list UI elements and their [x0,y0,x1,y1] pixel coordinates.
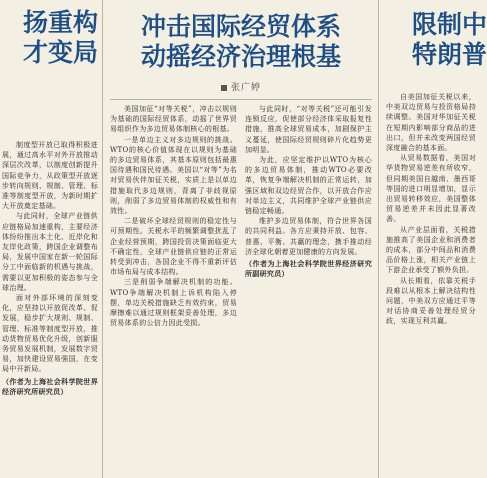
main-article-body [106,104,376,328]
paragraph: 维护多边贸易体制，符合世界各国的共同利益。各方应秉持开放、包容、普惠、平衡、共赢的理念，携手推动经济全球化朝着更加健康的方向发展。 [245,217,372,256]
paragraph: 自美国加征关税以来，中美双边贸易与投资格局持续调整。美国对华加征关税在短期内影响部分商品的进出口，但并未改变两国经贸深度融合的基本面。 [386,93,476,153]
paragraph: 三是削弱争端解决机制的功能。WTO争端解决机制上诉机构陷入停摆，单边关税措施缺乏有效约束，贸易摩擦难以通过规则框架妥善处理，多边贸易体系的公信力因此受损。 [110,278,237,328]
headline-line: 冲击国际经贸体系 [140,12,341,41]
headline-line: 限制中 [412,10,487,39]
author-name: 张广婷 [230,83,261,93]
text-column [110,104,237,328]
byline [106,80,376,93]
paragraph: 与此同时，“对等关税”还可能引发连锁反应，促使部分经济体采取报复性措施，推高全球贸易成本，加剧保护主义蔓延，使国际经贸规则碎片化趋势更加明显。 [245,105,372,154]
column-divider [102,0,103,478]
headline-line: 动摇经济治理根基 [140,42,341,71]
paragraph: 为此，应坚定维护以WTO为核心的多边贸易体制，推动WTO必要改革，恢复争端解决机制的正常运转，加强区域和双边经贸合作，以开放合作应对单边主义，共同维护全球产业链供应链稳定畅通。 [245,156,372,216]
right-article-headline [412,10,487,70]
paragraph: 与此同时，全球产业链供应链格局加速重构，主要经济体纷纷推出本土化、近岸化和友岸化政策，跨国企业调整布局，发展中国家在新一轮国际分工中面临新的机遇与挑战，需要以更加积极的姿态参与全球治理。 [2,212,98,292]
byline-square-icon [221,85,227,91]
author-note: （作者为上海社会科学院世界经济研究所副研究员） [245,259,372,279]
main-article [106,0,376,478]
column-divider [378,0,379,478]
paragraph: 美国加征“对等关税”，冲击以规则为基础的国际经贸体系，动摇了世界贸易组织作为多边贸易体制核心的根基。 [110,105,237,134]
author-note: （作者为上海社会科学院世界经济研究所研究员） [2,376,98,396]
paragraph: 一是单边主义对多边规则的挑战。WTO的核心价值体现在以规则为基础的多边贸易体系，其基本原则包括最惠国待遇和国民待遇。美国以“对等”为名对贸易伙伴加征关税，实质上是以单边措施取代多边规则，背离了非歧视原则，削弱了多边贸易体制的权威性和有效性。 [110,135,237,216]
right-article-body [386,92,476,327]
right-article [382,0,487,478]
left-article [0,0,100,478]
paragraph: 从贸易数据看，美国对华货物贸易逆差有所收窄，但同期美国自越南、墨西哥等国的进口明显增加，显示出贸易转移效应，美国整体贸易逆差并未因此显著改善。 [386,154,476,224]
main-article-headline [106,12,376,72]
headline-line: 才变局 [22,38,98,67]
headline-line: 特朗普 [412,40,487,69]
text-column [245,104,372,328]
paragraph: 从产业层面看，关税措施推高了美国企业和消费者的成本，部分中间品和消费品价格上涨，相关产业链上下游企业承受了额外负担。 [386,225,476,275]
headline-line: 扬重构 [22,8,98,37]
divider [110,99,372,100]
paragraph: 从长期看，依靠关税手段难以从根本上解决结构性问题，中美双方应通过平等对话协商妥善处理经贸分歧，实现互利共赢。 [386,276,476,326]
paragraph: 面对外部环境的深刻变化，应坚持以开放促改革、促发展，稳步扩大规则、规制、管理、标准等制度型开放，推动货物贸易优化升级，创新服务贸易发展机制，发展数字贸易，加快建设贸易强国，在变局中开新局。 [2,294,98,374]
paragraph: 制度型开放已取得积极进展，通过高水平对外开放推动深层次改革，以制度创新提升国际竞争力，从政策型开放逐步转向规则、规制、管理、标准等制度型开放，为新时期扩大开放奠定基础。 [2,141,98,211]
left-article-body [2,140,98,397]
left-article-headline [0,8,98,68]
paragraph: 二是破坏全球经贸规则的稳定性与可预期性。关税水平的频繁调整扰乱了企业经营预期，跨国投资决策面临更大不确定性，全球产业链供应链的正常运转受到冲击，各国企业不得不重新评估市场布局与成本结构。 [110,217,237,277]
